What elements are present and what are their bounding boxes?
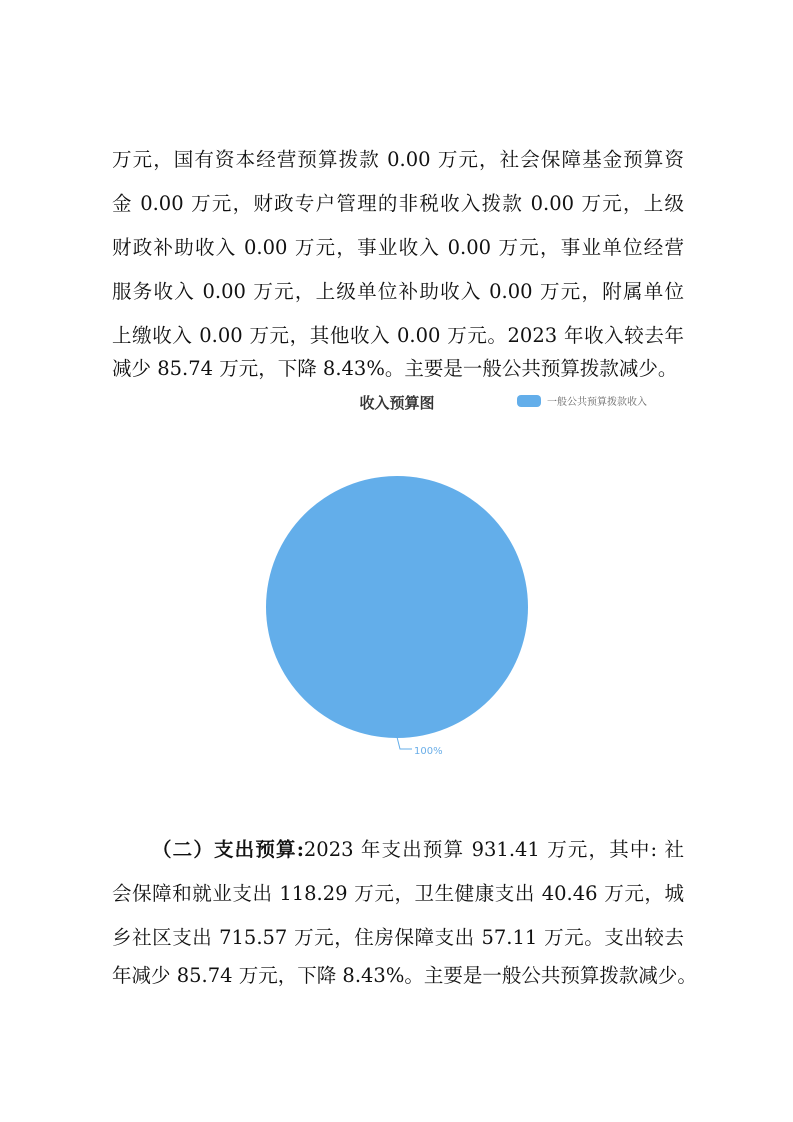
text-line: 上缴收入 0.00 万元，其他收入 0.00 万元。2023 年收入较去年 bbox=[112, 324, 684, 347]
text-line: 服务收入 0.00 万元，上级单位补助收入 0.00 万元，附属单位 bbox=[112, 280, 684, 303]
text-line: 财政补助收入 0.00 万元，事业收入 0.00 万元，事业单位经营 bbox=[112, 236, 684, 259]
pie-slice[interactable] bbox=[266, 476, 528, 738]
text-line: 金 0.00 万元，财政专户管理的非税收入拨款 0.00 万元，上级 bbox=[112, 192, 684, 215]
text-line bbox=[152, 840, 684, 860]
text-line: 年减少 85.74 万元，下降 8.43%。主要是一般公共预算拨款减少。 bbox=[112, 964, 697, 987]
text-line: 乡社区支出 715.57 万元，住房保障支出 57.11 万元。支出较去 bbox=[112, 926, 684, 949]
income-pie-chart bbox=[0, 385, 793, 775]
text-line: 减少 85.74 万元，下降 8.43%。主要是一般公共预算拨款减少。 bbox=[112, 357, 678, 380]
label-leader-line bbox=[397, 737, 412, 749]
text-segment: 2023 年支出预算 931.41 万元，其中: 社 bbox=[303, 838, 684, 861]
section-heading: （二）支出预算: bbox=[152, 838, 304, 861]
legend-swatch[interactable] bbox=[517, 395, 541, 407]
text-line: 万元，国有资本经营预算拨款 0.00 万元，社会保障基金预算资 bbox=[112, 148, 684, 171]
slice-percent-label: 100% bbox=[414, 746, 443, 757]
legend-label[interactable]: 一般公共预算拨款收入 bbox=[547, 397, 647, 408]
text-line: 会保障和就业支出 118.29 万元，卫生健康支出 40.46 万元，城 bbox=[112, 882, 684, 905]
chart-title: 收入预算图 bbox=[359, 394, 435, 412]
